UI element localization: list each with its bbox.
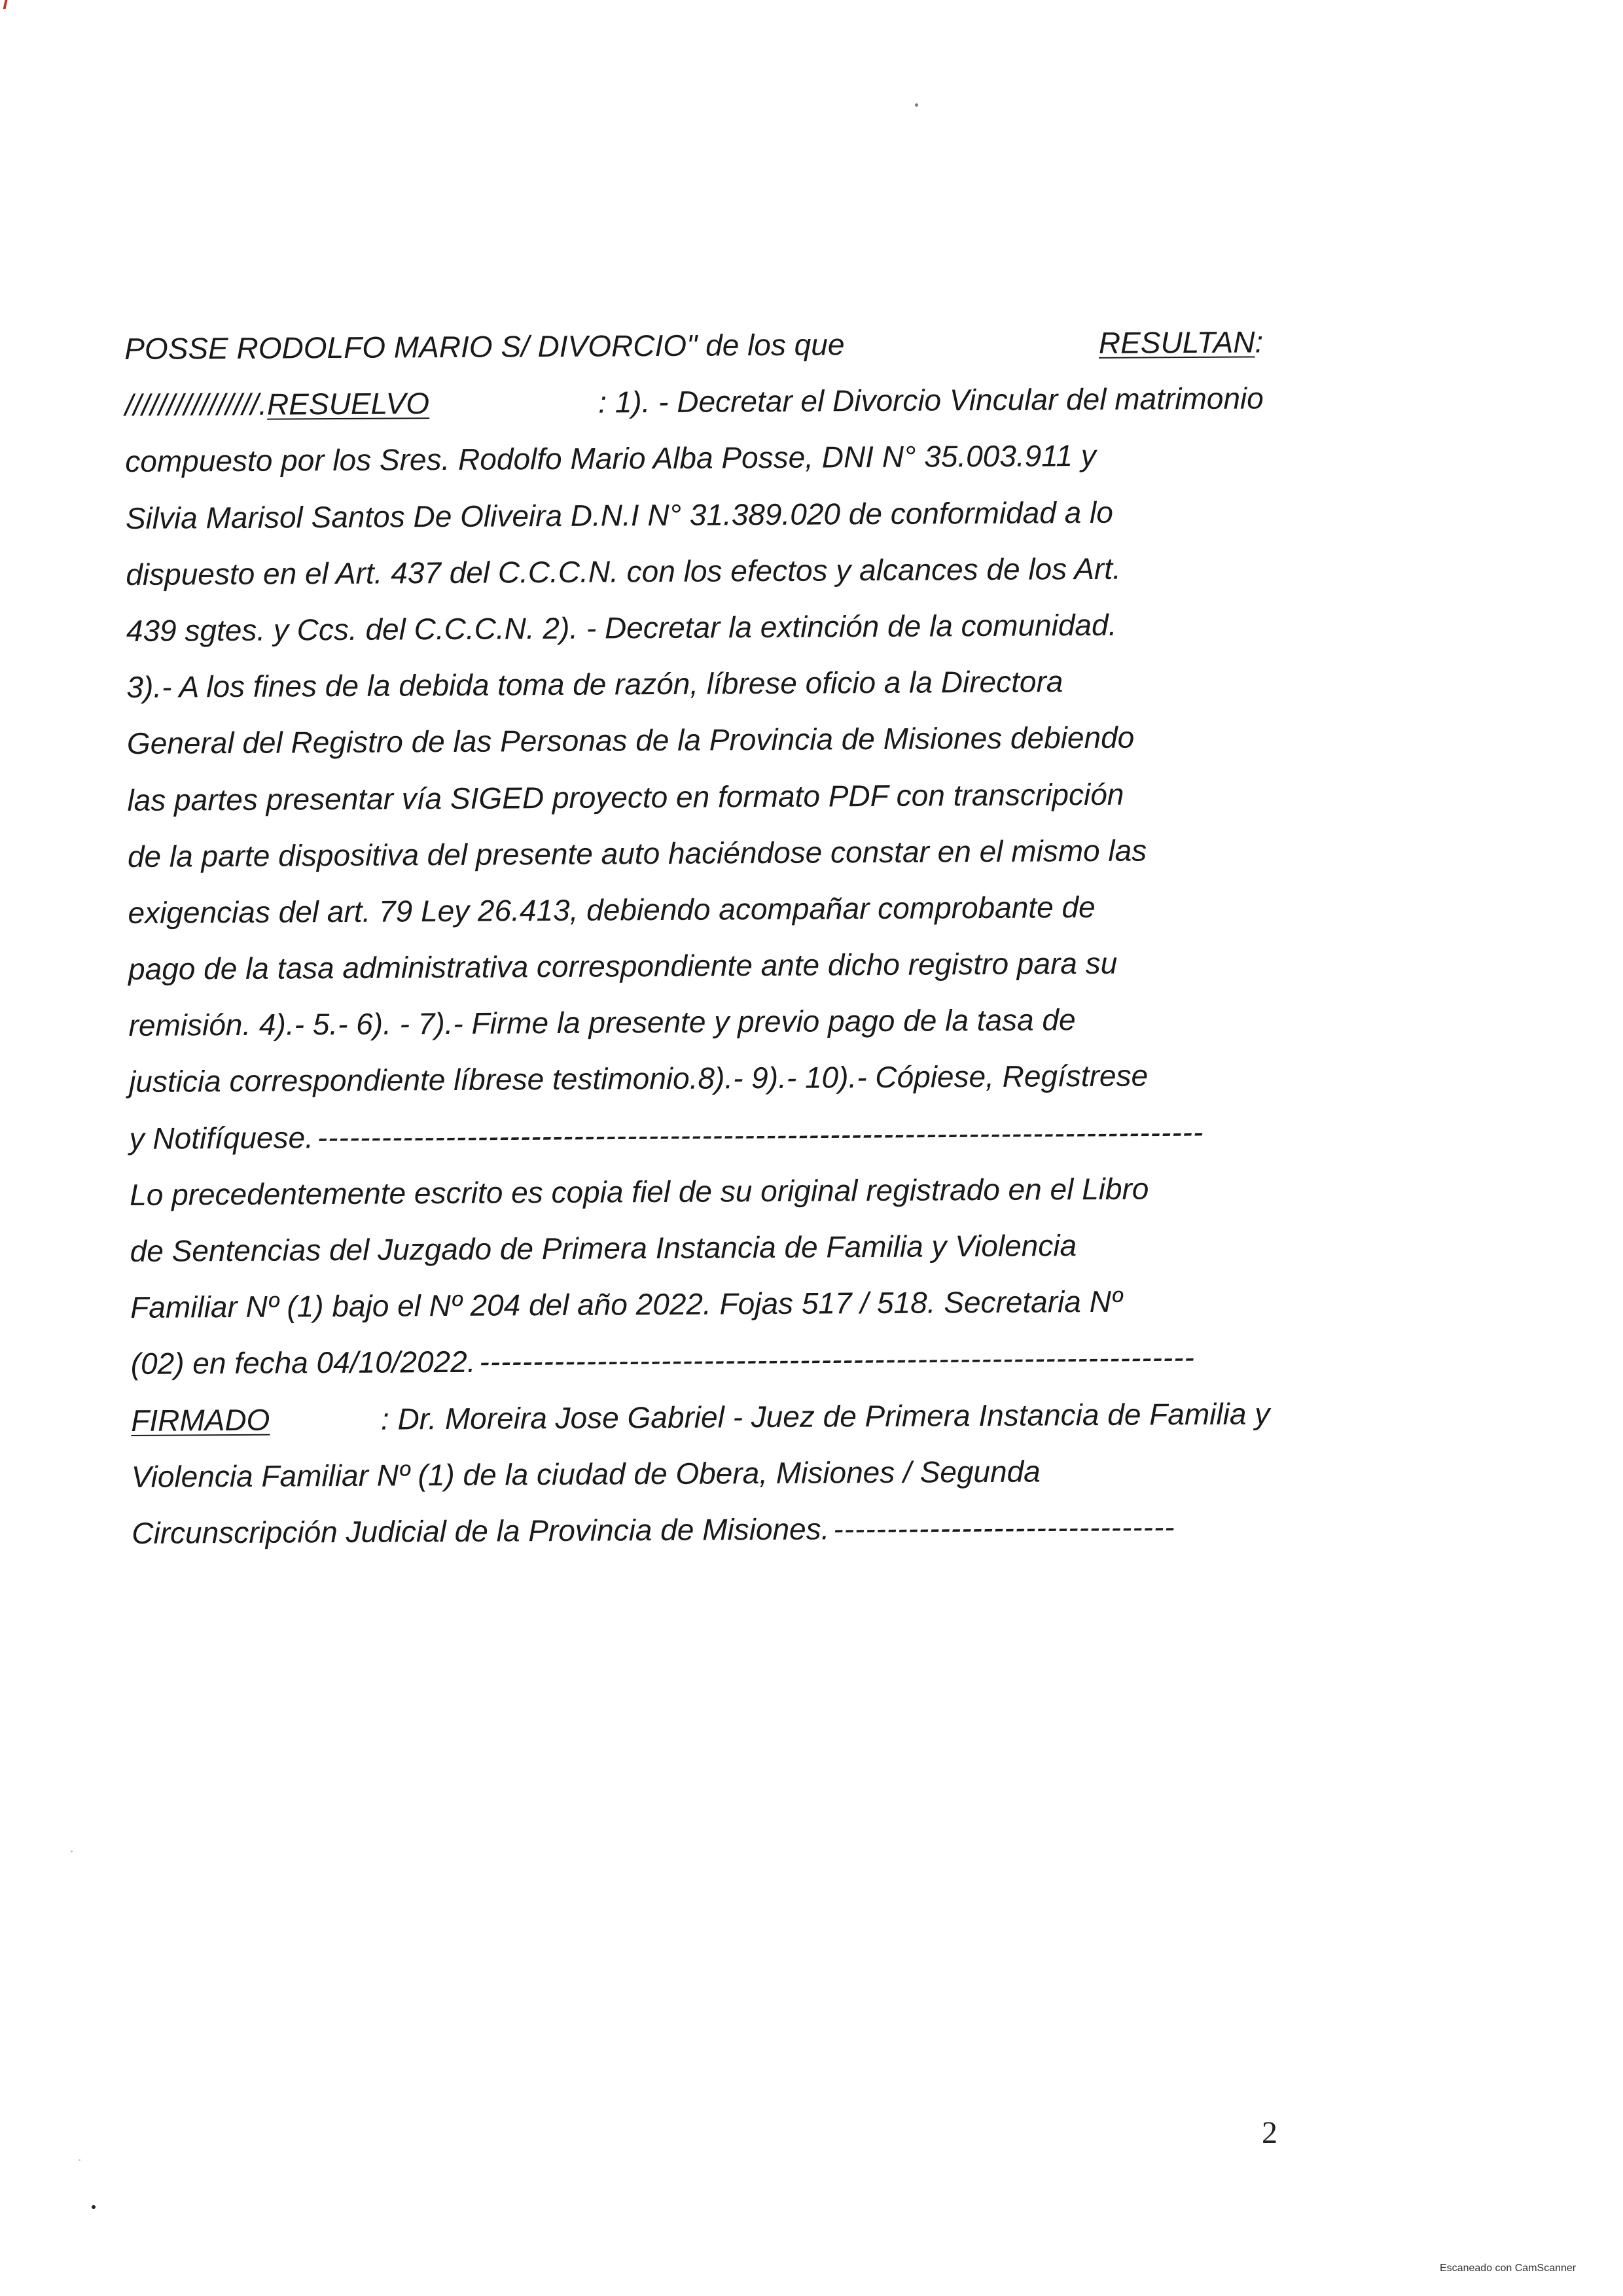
text-line bbox=[127, 765, 1266, 828]
line-text: las partes presentar vía SIGED proyecto en formato PDF con transcripción bbox=[127, 777, 1124, 817]
line-text: : 1). - Decretar el Divorcio Vincular del matrimonio bbox=[598, 381, 1264, 419]
line-text: ////////////////. bbox=[124, 387, 268, 423]
scan-speck bbox=[915, 103, 918, 107]
dash-fill: -------------------------------- bbox=[833, 1510, 1175, 1546]
line-text: y Notifíquese. bbox=[129, 1120, 314, 1156]
text-line bbox=[126, 483, 1264, 546]
text-line bbox=[125, 370, 1264, 434]
line-text: : bbox=[1255, 325, 1264, 359]
page-number: 2 bbox=[1262, 2115, 1277, 2150]
text-line bbox=[130, 1159, 1268, 1223]
text-line bbox=[125, 427, 1264, 490]
scanner-watermark: Escaneado con CamScanner bbox=[1440, 2263, 1577, 2274]
text-line bbox=[128, 934, 1267, 997]
line-text: Violencia Familiar Nº (1) de la ciudad de Obera, Misiones / Segunda bbox=[131, 1454, 1041, 1494]
dash-fill: ----------------------------------------------------------------------------------- bbox=[317, 1114, 1204, 1154]
text-line bbox=[128, 991, 1267, 1054]
text-line bbox=[127, 709, 1266, 772]
scan-speck bbox=[79, 2159, 80, 2161]
text-line bbox=[128, 877, 1266, 941]
scan-speck bbox=[71, 1850, 73, 1852]
text-line bbox=[130, 1273, 1269, 1336]
text-line bbox=[132, 1498, 1270, 1561]
line-text: Lo precedentemente escrito es copia fiel de su original registrado en el Libro bbox=[130, 1171, 1149, 1212]
scan-speck bbox=[92, 2205, 96, 2209]
text-line bbox=[129, 1047, 1268, 1110]
line-text: dispuesto en el Art. 437 del C.C.C.N. con los efectos y alcances de los Art. bbox=[126, 551, 1121, 592]
text-line bbox=[124, 313, 1263, 377]
line-text: POSSE RODOLFO MARIO S/ DIVORCIO" de los que bbox=[124, 327, 845, 366]
text-line bbox=[130, 1216, 1268, 1279]
line-text: Familiar Nº (1) bajo el Nº 204 del año 2022. Fojas 517 / 518. Secretaria Nº bbox=[130, 1284, 1122, 1325]
text-line bbox=[126, 595, 1265, 659]
line-text: de Sentencias del Juzgado de Primera Instancia de Familia y Violencia bbox=[130, 1228, 1077, 1268]
resolution-text bbox=[124, 313, 1271, 1561]
firmado-heading: FIRMADO bbox=[131, 1402, 270, 1438]
text-line bbox=[126, 652, 1265, 715]
text-line bbox=[130, 1329, 1269, 1392]
line-text: Circunscripción Judicial de la Provincia de Misiones. bbox=[132, 1511, 830, 1550]
line-text: 439 sgtes. y Ccs. del C.C.C.N. 2). - Decretar la extinción de la comunidad. bbox=[126, 607, 1117, 648]
line-text: exigencias del art. 79 Ley 26.413, debiendo acompañar comprobante de bbox=[128, 889, 1096, 930]
line-text: pago de la tasa administrativa correspondiente ante dicho registro para su bbox=[128, 945, 1118, 987]
line-text: : Dr. Moreira Jose Gabriel - Juez de Primera Instancia de Familia y bbox=[380, 1396, 1270, 1436]
text-line bbox=[129, 1103, 1268, 1167]
text-line bbox=[131, 1385, 1270, 1449]
line-text: justicia correspondiente líbrese testimonio.8).- 9).- 10).- Cópiese, Regístrese bbox=[128, 1058, 1149, 1099]
line-text: 3).- A los fines de la debida toma de razón, líbrese oficio a la Directora bbox=[126, 664, 1063, 705]
line-text: de la parte dispositiva del presente auto haciéndose constar en el mismo las bbox=[127, 833, 1147, 874]
text-line bbox=[128, 821, 1266, 885]
line-text: (02) en fecha 04/10/2022. bbox=[130, 1345, 476, 1381]
resultan-heading: RESULTAN bbox=[1098, 325, 1255, 360]
line-text: General del Registro de las Personas de la Provincia de Misiones debiendo bbox=[126, 720, 1135, 761]
text-line bbox=[126, 539, 1264, 603]
line-text: Silvia Marisol Santos De Oliveira D.N.I N° 31.389.020 de conformidad a lo bbox=[125, 495, 1113, 535]
resuelvo-heading: RESUELVO bbox=[266, 386, 430, 421]
line-text: compuesto por los Sres. Rodolfo Mario Alba Posse, DNI N° 35.003.911 y bbox=[125, 438, 1096, 479]
scan-edge-mark bbox=[3, 0, 8, 9]
line-text: remisión. 4).- 5.- 6). - 7).- Firme la presente y previo pago de la tasa de bbox=[128, 1002, 1076, 1043]
text-line bbox=[132, 1441, 1270, 1505]
dash-fill: ------------------------------------------------------------------- bbox=[479, 1340, 1196, 1379]
